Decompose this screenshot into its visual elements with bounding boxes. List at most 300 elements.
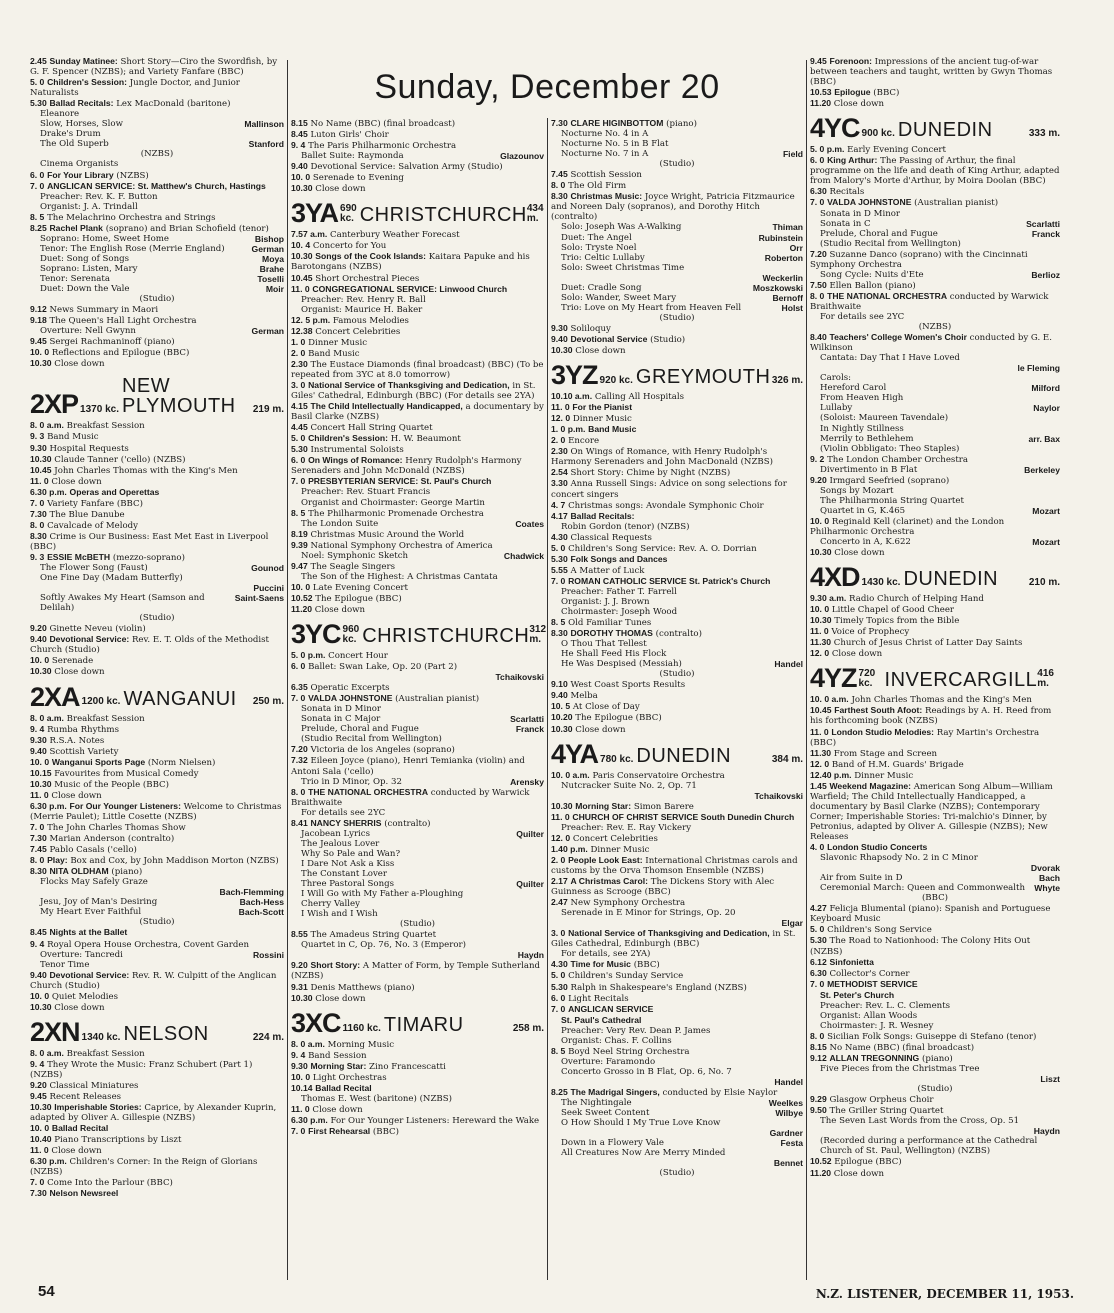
programme-entry xyxy=(551,180,803,191)
programme-title: Songs of the Cook Islands: xyxy=(315,251,427,262)
programme-title: NANCY SHERRIS xyxy=(310,817,382,828)
programme-time: 11.20 xyxy=(810,98,832,109)
programme-entry xyxy=(291,240,544,251)
entries xyxy=(291,744,544,776)
programme-details: Five Pieces from the Christmas Tree xyxy=(820,1064,980,1075)
composer: Handel xyxy=(774,659,803,670)
programme-time: 12. 0 xyxy=(551,832,571,843)
work-item xyxy=(551,263,803,273)
work-item xyxy=(810,353,1060,363)
programme-entry xyxy=(810,770,1060,781)
station-heading xyxy=(810,113,1060,144)
programme-entry xyxy=(291,129,544,140)
programme-time: 9.40 xyxy=(30,969,47,980)
programme-time: 8.30 xyxy=(30,530,47,541)
programme-details: Royal Opera House Orchestra, Covent Garden xyxy=(47,939,249,950)
programme-details: Preacher: Rev. K. F. Button xyxy=(40,191,158,202)
programme-title: Ballad Recital xyxy=(315,1082,372,1093)
programme-entry xyxy=(291,295,544,305)
programme-entry xyxy=(291,284,544,295)
station-frequency: 920 kc. xyxy=(599,375,633,387)
page-number: 54 xyxy=(38,1283,55,1300)
programme-details: Quiet Melodies xyxy=(51,991,119,1002)
programme-details: Denis Matthews (piano) xyxy=(310,982,415,993)
composer xyxy=(540,889,544,899)
programme-details: R.S.A. Notes xyxy=(49,735,105,746)
programme-time: 9.20 xyxy=(291,960,308,971)
programme-time: 9.45 xyxy=(30,336,47,347)
programme-title: London Studio Concerts xyxy=(827,842,928,853)
programme-details: Organist: Allan Woods xyxy=(820,1010,918,1021)
works xyxy=(810,537,1060,547)
programme-details: Pablo Casals ('cello) xyxy=(49,845,137,856)
programme-time: 12.40 p.m. xyxy=(810,769,852,780)
programme-entry xyxy=(810,781,1060,842)
programme-entry xyxy=(551,982,803,993)
programme-details: Reflections and Epilogue (BBC) xyxy=(51,348,190,359)
works xyxy=(30,950,284,970)
programme-details: News Summary in Maori xyxy=(49,305,159,316)
programme-entry xyxy=(291,1039,544,1050)
composer xyxy=(540,734,544,744)
programme-entry xyxy=(551,1026,803,1036)
programme-title: Children's Session: xyxy=(308,433,388,444)
composer xyxy=(540,899,544,909)
station-callsign: 3YC xyxy=(291,619,341,650)
work-item xyxy=(551,649,803,659)
programme-details: Kaitara Papuke and his Barotongans (NZBS) xyxy=(291,252,530,273)
programme-entry xyxy=(30,666,284,677)
composer: Weelkes xyxy=(768,1098,803,1109)
programme-entry xyxy=(551,959,803,970)
programme-title: Devotional Service xyxy=(570,333,648,344)
programme-title: London Studio Melodies: xyxy=(831,726,935,737)
programme-time: 12.38 xyxy=(291,325,313,336)
station-city: DUNEDIN xyxy=(636,744,732,767)
programme-time: 9.20 xyxy=(30,623,47,634)
programme-time: 10.30 xyxy=(30,358,52,369)
works xyxy=(810,353,1060,453)
programme-details: The Seven Last Words from the Cross, Op. 51 xyxy=(820,1116,1020,1127)
programme-details: Church of Jesus Christ of Latter Day Saints xyxy=(833,638,1023,649)
programme-entry xyxy=(291,661,544,672)
column-rule xyxy=(287,60,288,1280)
work-item xyxy=(810,383,1060,393)
work-title: Sonata in D Minor xyxy=(820,208,901,219)
programme-details: Voice of Prophecy xyxy=(831,627,910,638)
programme-entry xyxy=(810,615,1060,626)
station-frequency-block xyxy=(860,129,898,140)
work-item xyxy=(291,849,544,859)
work-title: (Studio Recital from Wellington) xyxy=(820,238,961,249)
programme-details: For details, see 2YA) xyxy=(561,949,651,960)
programme-time: 10. 0 xyxy=(810,515,830,526)
composer xyxy=(1056,413,1060,423)
composer: Franck xyxy=(515,724,544,735)
station-city: TIMARU xyxy=(383,1013,464,1036)
programme-time: 6. 0 xyxy=(291,455,306,466)
programme-details: Close down xyxy=(575,346,626,357)
entries xyxy=(30,713,284,878)
programme-details: Choirmaster: J. R. Wesney xyxy=(820,1020,934,1031)
programme-entry xyxy=(291,818,544,829)
entries xyxy=(551,770,803,791)
programme-entry xyxy=(30,779,284,790)
programme-time: 10.52 xyxy=(291,592,313,603)
programme-details: The Melachrino Orchestra and Strings xyxy=(47,212,216,223)
composer: Moszkowski xyxy=(752,282,803,293)
station-heading xyxy=(551,738,803,769)
work-title: Trio in D Minor, Op. 32 xyxy=(301,776,402,787)
programme-entry xyxy=(30,498,284,509)
works xyxy=(291,704,544,744)
programme-entry xyxy=(30,181,284,192)
programme-time: 2.54 xyxy=(551,467,568,478)
programme-entry xyxy=(291,993,544,1004)
entries xyxy=(810,1094,1060,1126)
programme-entry xyxy=(291,1050,544,1061)
programme-entry xyxy=(291,401,544,422)
work-title: Duet: Down the Vale xyxy=(40,284,130,295)
composer xyxy=(799,1148,803,1158)
composer xyxy=(799,649,803,659)
programme-time: 7. 0 xyxy=(291,476,306,487)
work-item xyxy=(30,244,284,254)
programme-time: 5.30 xyxy=(810,935,827,946)
work-item xyxy=(30,274,284,284)
programme-entry xyxy=(291,422,544,433)
work-title: Cantata: Day That I Have Loved xyxy=(820,353,960,364)
entries xyxy=(551,928,803,1077)
programme-entry xyxy=(551,607,803,617)
composer: Bach-Scott xyxy=(238,907,284,918)
work-item xyxy=(551,273,803,283)
station-frequency-block xyxy=(598,755,636,766)
programme-time: 8. 0 xyxy=(810,290,825,301)
programme-time: 10. 0 xyxy=(30,1123,50,1134)
credit: (Studio) xyxy=(139,294,175,305)
programme-entry xyxy=(30,443,284,454)
programme-details: (NZBS) xyxy=(113,170,149,181)
credit: (Studio) xyxy=(139,613,175,624)
work-title: Ballet Suite: Raymonda xyxy=(301,151,404,162)
programme-details: Close down xyxy=(51,790,102,801)
programme-details: Sicilian Folk Songs: Guiseppe di Stefano (tenor) xyxy=(827,1031,1037,1042)
composer xyxy=(799,263,803,273)
column-rule xyxy=(547,118,548,1280)
programme-details: (contralto) xyxy=(381,818,431,829)
composer: Roberton xyxy=(764,252,803,263)
work-title: Tenor Time xyxy=(40,959,90,970)
works xyxy=(551,918,803,928)
work-title: Sonata in C xyxy=(820,218,871,229)
programme-time: 12. 0 xyxy=(551,413,571,424)
programme-time: 11.20 xyxy=(810,1167,832,1178)
programme-entry xyxy=(291,1094,544,1104)
composer: Toselli xyxy=(257,273,284,284)
station-callsign: 2XP xyxy=(30,389,79,420)
composer: Moir xyxy=(265,284,284,295)
programme-time: 7. 0 xyxy=(291,1125,306,1136)
programme-entry xyxy=(30,531,284,552)
composer: Puccini xyxy=(253,583,284,594)
entries xyxy=(30,623,284,677)
composer: Chadwick xyxy=(503,550,544,561)
programme-time: 8. 0 a.m. xyxy=(30,1047,64,1058)
programme-details: John Charles Thomas with the King's Men xyxy=(54,465,238,476)
programme-time: 9.18 xyxy=(30,315,47,326)
programme-entry xyxy=(30,713,284,724)
programme-time: 10.45 xyxy=(30,464,52,475)
programme-time: 10. 0 a.m. xyxy=(810,694,849,705)
programme-entry xyxy=(291,1115,544,1126)
programme-entry xyxy=(551,679,803,690)
programme-time: 4.30 xyxy=(551,959,568,970)
programme-title: Nights at the Ballet xyxy=(49,927,128,938)
programme-time: 3. 0 xyxy=(291,379,306,390)
work-item xyxy=(551,1077,803,1087)
programme-time: 5.30 xyxy=(551,553,568,564)
programme-title: Play: xyxy=(47,855,68,866)
programme-time: 7.50 xyxy=(810,279,827,290)
composer: Field xyxy=(782,149,803,160)
composer: Rossini xyxy=(252,949,284,960)
programme-details: Boyd Neel String Orchestra xyxy=(568,1046,690,1057)
station-heading xyxy=(30,1016,284,1047)
station-wavelength: 333 m. xyxy=(1028,128,1060,140)
programme-time: 4. 0 xyxy=(810,842,825,853)
programme-entry xyxy=(810,312,1060,322)
programme-entry xyxy=(810,593,1060,604)
programme-details: The Amadeus String Quartet xyxy=(310,930,437,941)
work-item xyxy=(291,724,544,734)
composer: Saint-Saens xyxy=(234,593,284,604)
work-item xyxy=(810,413,1060,423)
programme-time: 10. 0 xyxy=(30,347,50,358)
work-item xyxy=(30,326,284,336)
programme-entry xyxy=(551,511,803,522)
programme-entry xyxy=(551,413,803,424)
work-item xyxy=(810,424,1060,434)
entries xyxy=(551,1087,803,1098)
works xyxy=(30,877,284,917)
programme-details: Close down xyxy=(312,1104,363,1115)
programme-entry xyxy=(30,1102,284,1123)
station-wavelength: 326 m. xyxy=(771,375,803,387)
programme-entry xyxy=(810,853,1060,863)
programme-time: 1. 0 p.m. xyxy=(551,424,586,435)
programme-details: Little Chapel of Good Cheer xyxy=(831,605,955,616)
entries xyxy=(810,454,1060,465)
work-item xyxy=(291,519,544,529)
entries xyxy=(291,118,544,151)
programme-entry xyxy=(291,1126,544,1137)
programme-title: The Madrigal Singers, xyxy=(570,1086,660,1097)
programme-entry xyxy=(30,757,284,768)
programme-time: 9.20 xyxy=(810,474,827,485)
composer: Berkeley xyxy=(1024,464,1060,475)
entries xyxy=(291,960,544,1003)
programme-time: 2.30 xyxy=(291,358,308,369)
station-heading xyxy=(810,663,1060,694)
programme-details: Preacher: Rev. L. C. Clements xyxy=(820,1000,951,1011)
programme-entry xyxy=(291,1061,544,1072)
composer xyxy=(540,839,544,849)
programme-details: (Studio) xyxy=(647,334,686,345)
programme-title: DOROTHY THOMAS xyxy=(570,628,653,639)
programme-entry xyxy=(291,455,544,476)
programme-entry xyxy=(30,56,284,77)
programme-details: Ballet: Swan Lake, Op. 20 (Part 2) xyxy=(308,662,458,673)
composer: Tchaikovski xyxy=(754,790,803,801)
programme-entry xyxy=(30,212,284,223)
programme-time: 10.30 xyxy=(30,1001,52,1012)
work-item xyxy=(810,373,1060,383)
programme-time: 9. 2 xyxy=(810,453,825,464)
programme-details: The London Chamber Orchestra xyxy=(827,454,969,465)
programme-entry xyxy=(810,727,1060,748)
programme-details: No Name (BBC) (final broadcast) xyxy=(310,119,456,129)
entries xyxy=(810,249,1060,270)
programme-entry xyxy=(551,844,803,855)
programme-title: Weekend Magazine: xyxy=(829,780,911,791)
programme-entry xyxy=(291,315,544,326)
programme-entry xyxy=(551,823,803,833)
programme-time: 9. 3 xyxy=(30,551,45,562)
programme-title: ROMAN CATHOLIC SERVICE St. Patrick's Church xyxy=(568,575,771,586)
programme-entry xyxy=(30,735,284,746)
entries xyxy=(291,561,544,615)
programme-entry xyxy=(810,454,1060,465)
programme-time: 11. 0 xyxy=(30,475,49,486)
programme-title: Operas and Operettas xyxy=(69,486,160,497)
entries xyxy=(30,420,284,563)
programme-details: International Christmas carols and customs by the Orva Thomson Ensemble (NZBS) xyxy=(551,855,798,876)
work-item xyxy=(291,879,544,889)
programme-entry xyxy=(30,98,284,109)
work-title: Hereford Carol xyxy=(820,383,887,394)
works xyxy=(810,465,1060,475)
programme-entry xyxy=(30,202,284,212)
programme-details: Concert Celebrities xyxy=(572,833,658,844)
programme-entry xyxy=(551,928,803,949)
programme-time: 7. 0 xyxy=(30,180,45,191)
programme-entry xyxy=(551,424,803,435)
station-heading xyxy=(30,375,284,420)
programme-details: Concert Hour xyxy=(328,651,388,662)
work-title: He Was Despised (Messiah) xyxy=(561,659,682,670)
work-item xyxy=(291,704,544,714)
station-wavelength: 312 m. xyxy=(529,623,547,645)
programme-title: St. Paul's Cathedral xyxy=(561,1014,642,1025)
programme-entry xyxy=(551,576,803,587)
programme-title: ANGLICAN SERVICE xyxy=(568,1003,654,1014)
programme-entry xyxy=(551,1004,803,1015)
programme-details: A Matter of Luck xyxy=(570,565,645,576)
station-callsign: 4YC xyxy=(810,113,860,144)
programme-time: 10. 0 a.m. xyxy=(551,769,590,780)
entries xyxy=(810,280,1060,322)
composer: Wilbye xyxy=(775,1108,803,1119)
programme-entry xyxy=(551,467,803,478)
work-title: Duet: The Angel xyxy=(561,232,632,243)
programme-time: 10.30 xyxy=(551,800,573,811)
programme-details: (Australian pianist) xyxy=(911,198,999,209)
programme-details: H. W. Beaumont xyxy=(387,434,461,445)
programme-time: 9.50 xyxy=(810,1105,827,1116)
programme-entry xyxy=(551,1087,803,1098)
programme-entry xyxy=(291,229,544,240)
work-title: Concerto in A, K.622 xyxy=(820,537,911,548)
programme-time: 2. 0 xyxy=(551,854,566,865)
programme-time: 4.15 xyxy=(291,401,308,412)
credit: (BBC) xyxy=(921,893,949,904)
programme-time: 6.35 xyxy=(291,682,308,693)
programme-entry xyxy=(810,935,1060,956)
programme-time: 10. 0 xyxy=(30,655,50,666)
station-frequency: 690 kc. xyxy=(340,203,357,225)
programme-entry xyxy=(30,465,284,476)
work-item xyxy=(551,233,803,243)
programme-time: 6.12 xyxy=(810,956,827,967)
programme-time: 10.30 xyxy=(810,615,832,626)
programme-time: 4.45 xyxy=(291,422,308,433)
programme-time: 6.30 p.m. xyxy=(30,486,67,497)
composer xyxy=(1056,373,1060,383)
entries xyxy=(291,529,544,551)
composer: le Fleming xyxy=(1017,363,1060,374)
work-item xyxy=(810,1074,1060,1084)
work-item xyxy=(551,139,803,149)
programme-time: 3.30 xyxy=(551,478,568,489)
programme-entry xyxy=(810,249,1060,270)
work-item xyxy=(551,1108,803,1118)
programme-entry xyxy=(551,908,803,918)
programme-time: 5. 0 xyxy=(551,542,566,553)
programme-details: Simon Barere xyxy=(631,801,694,812)
programme-details: Close down xyxy=(315,184,366,195)
programme-time: 10. 0 xyxy=(30,756,50,767)
work-item xyxy=(551,222,803,232)
programme-entry xyxy=(551,565,803,576)
programme-entry xyxy=(810,144,1060,155)
programme-details: Children's Song Service: Rev. A. O. Dorrian xyxy=(568,543,757,554)
programme-entry xyxy=(291,140,544,151)
programme-entry xyxy=(291,380,544,401)
composer: Coates xyxy=(515,518,544,529)
programme-entry xyxy=(810,748,1060,759)
programme-details: (soprano) and Brian Schofield (tenor) xyxy=(102,223,269,234)
programme-entry xyxy=(810,332,1060,353)
programme-details: in St. Giles Cathedral, Edinburgh (BBC) xyxy=(551,929,796,950)
programme-entry xyxy=(551,478,803,499)
work-item xyxy=(30,129,284,139)
works xyxy=(551,222,803,312)
programme-details: Cavalcade of Melody xyxy=(47,520,139,531)
programme-time: 12. 0 xyxy=(810,758,830,769)
programme-entry xyxy=(30,487,284,498)
programme-entry xyxy=(551,323,803,334)
programme-time: 10.30 xyxy=(291,992,313,1003)
work-item xyxy=(551,1098,803,1108)
programme-entry xyxy=(30,552,284,563)
programme-entry xyxy=(30,192,284,202)
programme-details: Ray Martin's Orchestra (BBC) xyxy=(810,727,1040,748)
programme-time: 10.53 xyxy=(810,87,832,98)
work-item xyxy=(291,672,544,682)
programme-time: 9.30 xyxy=(291,1060,308,1071)
station-callsign: 2XN xyxy=(30,1016,80,1047)
